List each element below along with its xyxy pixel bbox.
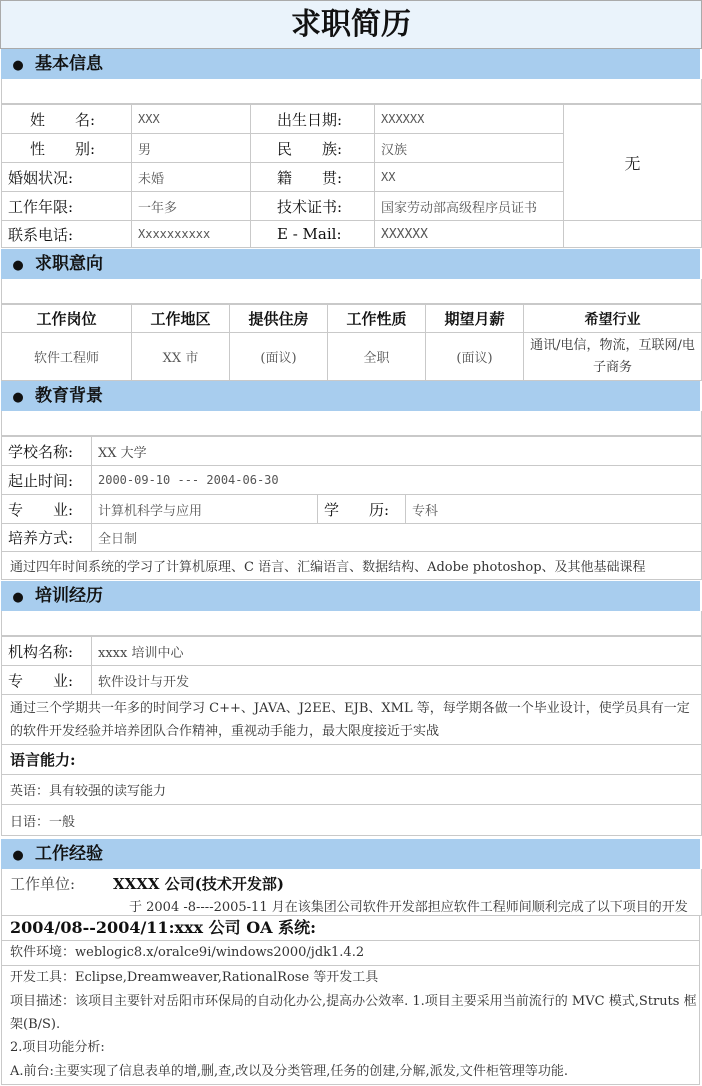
dob-label: 出生日期: — [251, 105, 375, 134]
photo-cell: 无 — [564, 105, 702, 221]
page-title: 求职简历 — [0, 0, 702, 49]
years-value: 一年多 — [132, 192, 251, 221]
training-table — [1, 636, 702, 836]
section-title: 教育背景 — [35, 386, 103, 406]
name-value: XXX — [132, 105, 251, 134]
section-education — [1, 381, 700, 411]
intent-value: 全职 — [328, 333, 426, 381]
email-label: E - Mail: — [251, 221, 375, 248]
job-intent-table — [1, 304, 702, 381]
intent-header: 工作岗位 — [2, 305, 132, 333]
intent-value: (面议) — [426, 333, 524, 381]
degree-value: 专科 — [406, 495, 702, 524]
bullet-icon: ● — [12, 58, 24, 73]
section-basic-info — [1, 49, 700, 79]
school-value: XX 大学 — [92, 437, 702, 466]
spacer-row — [1, 279, 702, 304]
years-label: 工作年限: — [2, 192, 132, 221]
bullet-icon: ● — [12, 590, 24, 605]
period-value: 2000-09-10 --- 2004-06-30 — [92, 466, 702, 495]
mode-value: 全日制 — [92, 524, 702, 552]
section-title: 基本信息 — [35, 54, 103, 74]
email-value: XXXXXX — [375, 221, 564, 248]
japanese-level: 日语：一般 — [2, 805, 702, 836]
training-summary: 通过三个学期共一年多的时间学习 C++、JAVA、J2EE、EJB、XML 等，每学期各做一个毕业设计，使学员具有一定的软件开发经验并培养团队合作精神，重视动手能力，最大限度接近于实战 — [2, 695, 702, 745]
phone-label: 联系电话: — [2, 221, 132, 248]
education-summary: 通过四年时间系统的学习了计算机原理、C 语言、汇编语言、数据结构、Adobe photoshop、及其他基础课程 — [2, 552, 702, 580]
intent-value: XX 市 — [132, 333, 230, 381]
intent-header: 提供住房 — [230, 305, 328, 333]
section-title: 工作经验 — [35, 844, 103, 864]
cert-label: 技术证书: — [251, 192, 375, 221]
org-label: 机构名称: — [2, 637, 92, 666]
period-label: 起止时间: — [2, 466, 92, 495]
major-label: 专 业: — [2, 495, 92, 524]
origin-value: XX — [375, 163, 564, 192]
bullet-icon: ● — [12, 258, 24, 273]
education-table — [1, 436, 702, 580]
intent-header: 希望行业 — [524, 305, 702, 333]
name-label: 姓 名: — [2, 105, 132, 134]
basic-info-table — [1, 104, 702, 248]
phone-value: Xxxxxxxxxx — [132, 221, 251, 248]
dob-value: XXXXXX — [375, 105, 564, 134]
intent-value: 软件工程师 — [2, 333, 132, 381]
intent-header: 工作性质 — [328, 305, 426, 333]
english-level: 英语：具有较强的读写能力 — [2, 775, 702, 805]
company-name: XXXX 公司(技术开发部) — [113, 875, 284, 893]
gender-value: 男 — [132, 134, 251, 163]
intent-value: 通讯/电信，物流，互联网/电子商务 — [524, 333, 702, 381]
cert-value: 国家劳动部高级程序员证书 — [375, 192, 564, 221]
dev-tools: 开发工具：Eclipse,Dreamweaver,RationalRose 等开发工具 — [1, 966, 700, 990]
school-label: 学校名称: — [2, 437, 92, 466]
marital-label: 婚姻状况: — [2, 163, 132, 192]
function-analysis: 2.项目功能分析: — [1, 1036, 700, 1060]
gender-label: 性 别: — [2, 134, 132, 163]
language-title: 语言能力: — [2, 745, 702, 775]
work-unit-label: 工作单位: — [10, 875, 76, 893]
work-unit-block — [1, 869, 702, 916]
section-title: 求职意向 — [35, 254, 103, 274]
bullet-icon: ● — [12, 848, 24, 863]
training-major-label: 专 业: — [2, 666, 92, 695]
section-job-intent — [1, 249, 700, 279]
frontend-description: A.前台:主要实现了信息表单的增,删,查,改以及分类管理,任务的创建,分解,派发,文件柜管理等功能. — [1, 1060, 700, 1085]
marital-value: 未婚 — [132, 163, 251, 192]
section-training — [1, 581, 700, 611]
major-value: 计算机科学与应用 — [92, 495, 318, 524]
software-environment: 软件环境：weblogic8.x/oralce9i/windows2000/jdk1.4.2 — [1, 941, 700, 966]
ethnicity-label: 民 族: — [251, 134, 375, 163]
degree-label: 学 历: — [318, 495, 406, 524]
work-description: 于 2004 -8----2005-11 月在该集团公司软件开发部担应软件工程师间顺利完成了以下项目的开发 — [129, 900, 688, 915]
empty-cell — [564, 221, 702, 248]
bullet-icon: ● — [12, 390, 24, 405]
ethnicity-value: 汉族 — [375, 134, 564, 163]
section-work — [1, 839, 700, 869]
intent-value: (面议) — [230, 333, 328, 381]
org-value: xxxx 培训中心 — [92, 637, 702, 666]
spacer-row — [1, 411, 702, 436]
training-major-value: 软件设计与开发 — [92, 666, 702, 695]
mode-label: 培养方式: — [2, 524, 92, 552]
section-title: 培训经历 — [35, 586, 103, 606]
spacer-row — [1, 611, 702, 636]
intent-header: 工作地区 — [132, 305, 230, 333]
project-description: 项目描述：该项目主要针对岳阳市环保局的自动化办公,提高办公效率. 1.项目主要采用当前流行的 MVC 模式,Struts 框架(B/S). — [1, 990, 700, 1036]
project-title: 2004/08--2004/11:xxx 公司 OA 系统: — [1, 915, 700, 941]
intent-header: 期望月薪 — [426, 305, 524, 333]
spacer-row — [1, 79, 702, 104]
origin-label: 籍 贯: — [251, 163, 375, 192]
